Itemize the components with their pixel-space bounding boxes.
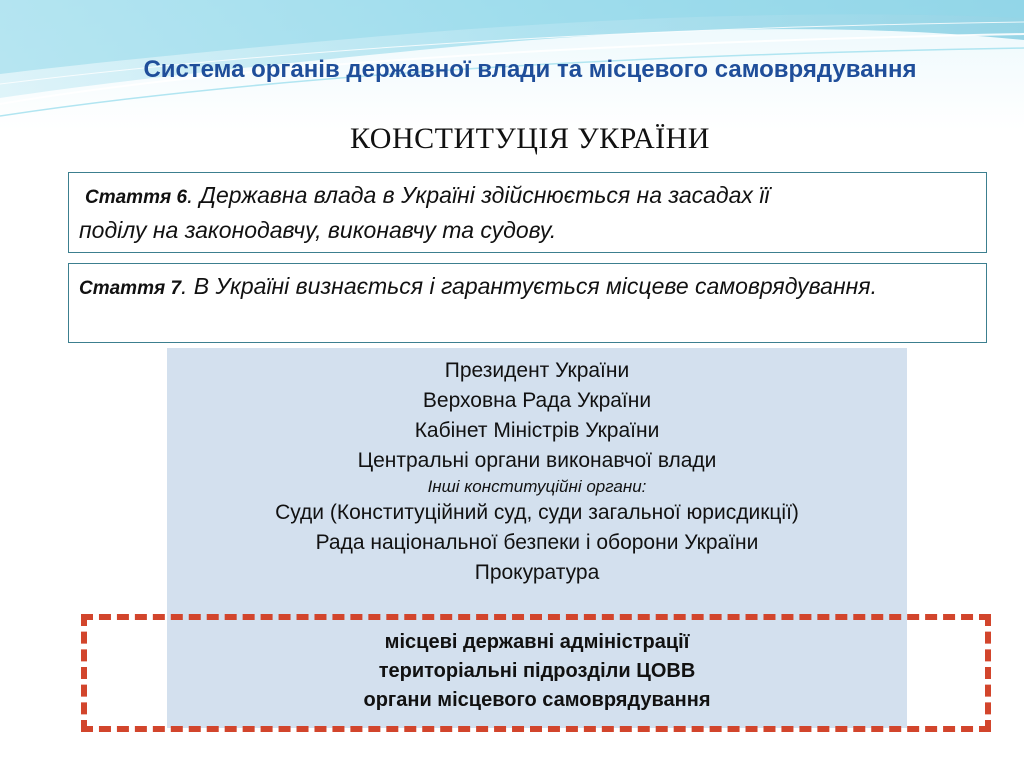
article-6-text-1: . Державна влада в Україні здійснюється на засадах її (187, 182, 770, 208)
article-6-line-1 (79, 179, 976, 214)
body-item: Верховна Рада України (422, 389, 652, 412)
body-item: Кабінет Міністрів України (414, 419, 660, 442)
body-item: Президент України (444, 359, 630, 382)
local-body-item: місцеві державні адміністрації (384, 631, 690, 653)
body-item: Прокуратура (474, 561, 600, 584)
local-bodies-list (167, 628, 907, 715)
local-body-item: територіальні підрозділи ЦОВВ (378, 660, 696, 682)
article-6-label: Стаття 6 (85, 187, 188, 208)
article-7-label: Стаття 7 (79, 278, 182, 299)
article-6-box (68, 172, 987, 253)
body-item: Центральні органи виконавчої влади (357, 449, 717, 472)
slide-title: Система органів державної влади та місцевого самоврядування (143, 56, 917, 83)
article-7-text: . В Україні визнається і гарантується місцеве самоврядування. (181, 273, 877, 299)
body-item: Рада національної безпеки і оборони України (315, 531, 759, 554)
body-item: Суди (Конституційний суд, суди загальної юрисдикції) (275, 501, 799, 524)
local-body-item: органи місцевого самоврядування (363, 689, 711, 711)
constitution-heading: КОНСТИТУЦІЯ УКРАЇНИ (350, 122, 710, 155)
article-6-text-2: поділу на законодавчу, виконавчу та судову. (79, 217, 557, 243)
other-bodies-note: Інші конституційні органи: (427, 477, 647, 496)
article-7-box (68, 263, 987, 343)
